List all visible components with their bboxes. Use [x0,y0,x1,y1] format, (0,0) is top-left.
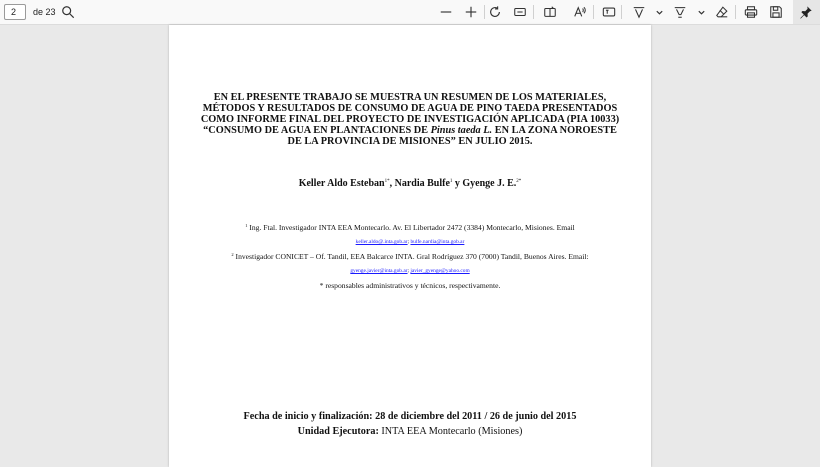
title-line: DE LA PROVINCIA DE MISIONES” EN JULIO 2015. [287,136,533,147]
project-dates: Fecha de inicio y finalización: 28 de diciembre del 2011 / 26 de junio del 2015 [243,411,577,422]
page-count-label: de 23 [33,7,56,17]
page-number-input[interactable] [4,4,26,20]
author-1: Keller Aldo Esteban [298,178,385,189]
email-link[interactable]: gyenge.javier@inta.gob.ar [350,268,408,274]
executing-unit [169,426,651,437]
eraser-icon[interactable] [713,3,731,21]
chevron-down-icon[interactable] [650,3,668,21]
print-icon[interactable] [742,3,760,21]
toolbar-separator [621,5,622,19]
executing-unit-value: INTA EEA Montecarlo (Misiones) [378,426,523,437]
save-icon[interactable] [767,3,785,21]
two-page-icon[interactable] [541,3,559,21]
email-separator: ; [407,268,411,274]
affiliation-1-emails [169,239,651,245]
zoom-in-icon[interactable] [462,3,480,21]
read-aloud-icon[interactable] [571,3,589,21]
affiliation-2 [169,252,651,261]
toolbar-separator [484,5,485,19]
zoom-out-icon[interactable] [437,3,455,21]
toolbar-separator [593,5,594,19]
email-link[interactable]: bulfe.nardia@inta.gob.ar [410,239,465,245]
draw-icon[interactable] [630,3,648,21]
pdf-page [169,25,651,467]
title-line: MÉTODOS Y RESULTADOS DE CONSUMO DE AGUA DE PINO TAEDA PRESENTADOS [202,103,618,114]
fit-page-icon[interactable] [511,3,529,21]
author-1-sup: 1* [384,179,390,184]
author-2-sup: 1 [449,179,453,184]
text-box-icon[interactable] [600,3,618,21]
document-title [169,92,651,147]
highlight-icon[interactable] [671,3,689,21]
executing-unit-label: Unidad Ejecutora: [297,426,379,437]
authors-line [169,178,651,189]
author-3: y Gyenge J. E. [452,178,517,189]
search-icon[interactable] [59,3,77,21]
pdf-toolbar [0,0,820,25]
pin-icon[interactable] [797,3,815,21]
title-line: EN EL PRESENTE TRABAJO SE MUESTRA UN RESUMEN DE LOS MATERIALES, [213,92,607,103]
affiliation-2-text: Investigador CONICET – Of. Tandil, EEA Balcarce INTA. Gral Rodríguez 370 (7000) Tandil, Buenos Aires. Email: [233,252,589,261]
email-link[interactable]: javier_gyenge@yahoo.com [410,268,470,274]
toolbar-separator [735,5,736,19]
author-2: , Nardia Bulfe [389,178,450,189]
toolbar-separator [533,5,534,19]
affiliation-1-text: Ing. Ftal. Investigador INTA EEA Montecarlo. Av. El Libertador 2472 (3384) Montecarlo, Misiones. Email [247,223,575,232]
title-line: COMO INFORME FINAL DEL PROYECTO DE INVESTIGACIÓN APLICADA (PIA 10033) [200,114,620,125]
responsables-note: * responsables administrativos y técnicos, respectivamente. [319,281,501,290]
affiliation-1-sup: 1 [245,223,248,228]
title-line4-post: EN LA ZONA NOROESTE [492,125,617,136]
affiliation-2-emails [169,268,651,274]
species-name: Pinus taeda L. [430,125,493,136]
rotate-icon[interactable] [486,3,504,21]
title-line4-pre: “CONSUMO DE AGUA EN PLANTACIONES DE [203,125,431,136]
affiliation-1 [169,223,651,232]
email-separator: ; [407,239,411,245]
title-line [169,125,651,136]
email-link[interactable]: keller.aldo@.inta.gob.ar [355,239,408,245]
chevron-down-icon[interactable] [692,3,710,21]
affiliation-2-sup: 2 [231,252,234,257]
author-3-sup: 2* [516,179,522,184]
